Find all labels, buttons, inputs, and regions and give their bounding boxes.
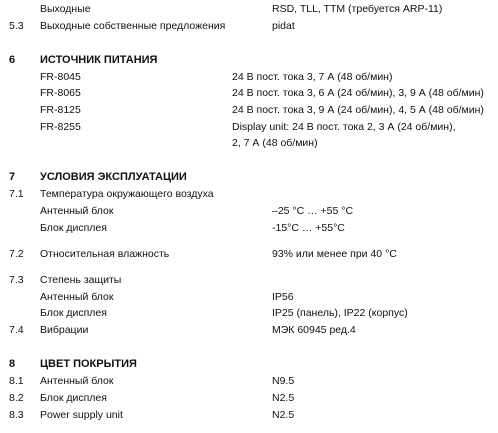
section-title: ЦВЕТ ПОКРЫТИЯ (40, 358, 137, 370)
spec-label: Антенный блок (40, 205, 114, 217)
spec-value: pidat (272, 20, 295, 32)
spec-label: FR-8045 (40, 71, 81, 83)
spec-value: IP25 (панель), IP22 (корпус) (272, 307, 408, 319)
section-number: 7 (9, 171, 16, 183)
spec-number: 7.3 (9, 274, 24, 286)
spec-label: Power supply unit (40, 409, 123, 421)
spec-value: N9.5 (272, 375, 295, 387)
spec-value: МЭК 60945 ред.4 (272, 324, 356, 336)
section-number: 6 (9, 54, 16, 66)
spec-value: Display unit: 24 В пост. тока 2, 3 А (24 об/мин), (232, 121, 456, 133)
spec-value: 93% или менее при 40 °C (272, 248, 397, 260)
spec-value: 24 В пост. тока 3, 7 А (48 об/мин) (232, 71, 393, 83)
spec-value: –25 °C … +55 °C (272, 205, 354, 217)
spec-label: Антенный блок (40, 375, 114, 387)
spec-number: 8.3 (9, 409, 24, 421)
spec-label: Антенный блок (40, 291, 114, 303)
section-title: УСЛОВИЯ ЭКСПЛУАТАЦИИ (40, 171, 187, 183)
spec-label: Блок дисплея (40, 307, 107, 319)
spec-number: 8.2 (9, 392, 24, 404)
spec-number: 7.4 (9, 324, 24, 336)
spec-label: FR-8065 (40, 87, 81, 99)
spec-number: 7.2 (9, 248, 24, 260)
spec-label: Температура окружающего воздуха (40, 188, 214, 200)
spec-number: 5.3 (9, 20, 24, 32)
spec-label: FR-8125 (40, 104, 81, 116)
spec-value: 2, 7 А (48 об/мин) (232, 137, 318, 149)
spec-value: 24 В пост. тока 3, 9 А (24 об/мин), 4, 5 А (48 об/мин) (232, 104, 484, 116)
spec-label: Выходные (40, 3, 91, 15)
spec-label: Блок дисплея (40, 222, 107, 234)
spec-value: 24 В пост. тока 3, 6 А (24 об/мин), 3, 9 А (48 об/мин) (232, 87, 484, 99)
spec-label: Блок дисплея (40, 392, 107, 404)
section-number: 8 (9, 358, 16, 370)
spec-label: FR-8255 (40, 121, 81, 133)
spec-value: IP56 (272, 291, 294, 303)
spec-label: Выходные собственные предложения (40, 20, 226, 32)
section-title: ИСТОЧНИК ПИТАНИЯ (40, 54, 158, 66)
spec-label: Относительная влажность (40, 248, 170, 260)
spec-value: N2.5 (272, 392, 295, 404)
spec-value: -15°C … +55°C (272, 222, 345, 234)
spec-label: Вибрации (40, 324, 89, 336)
spec-label: Степень защиты (40, 274, 122, 286)
spec-value: RSD, TLL, TTM (требуется ARP-11) (272, 3, 443, 15)
spec-value: N2.5 (272, 409, 295, 421)
spec-number: 8.1 (9, 375, 24, 387)
spec-number: 7.1 (9, 188, 24, 200)
